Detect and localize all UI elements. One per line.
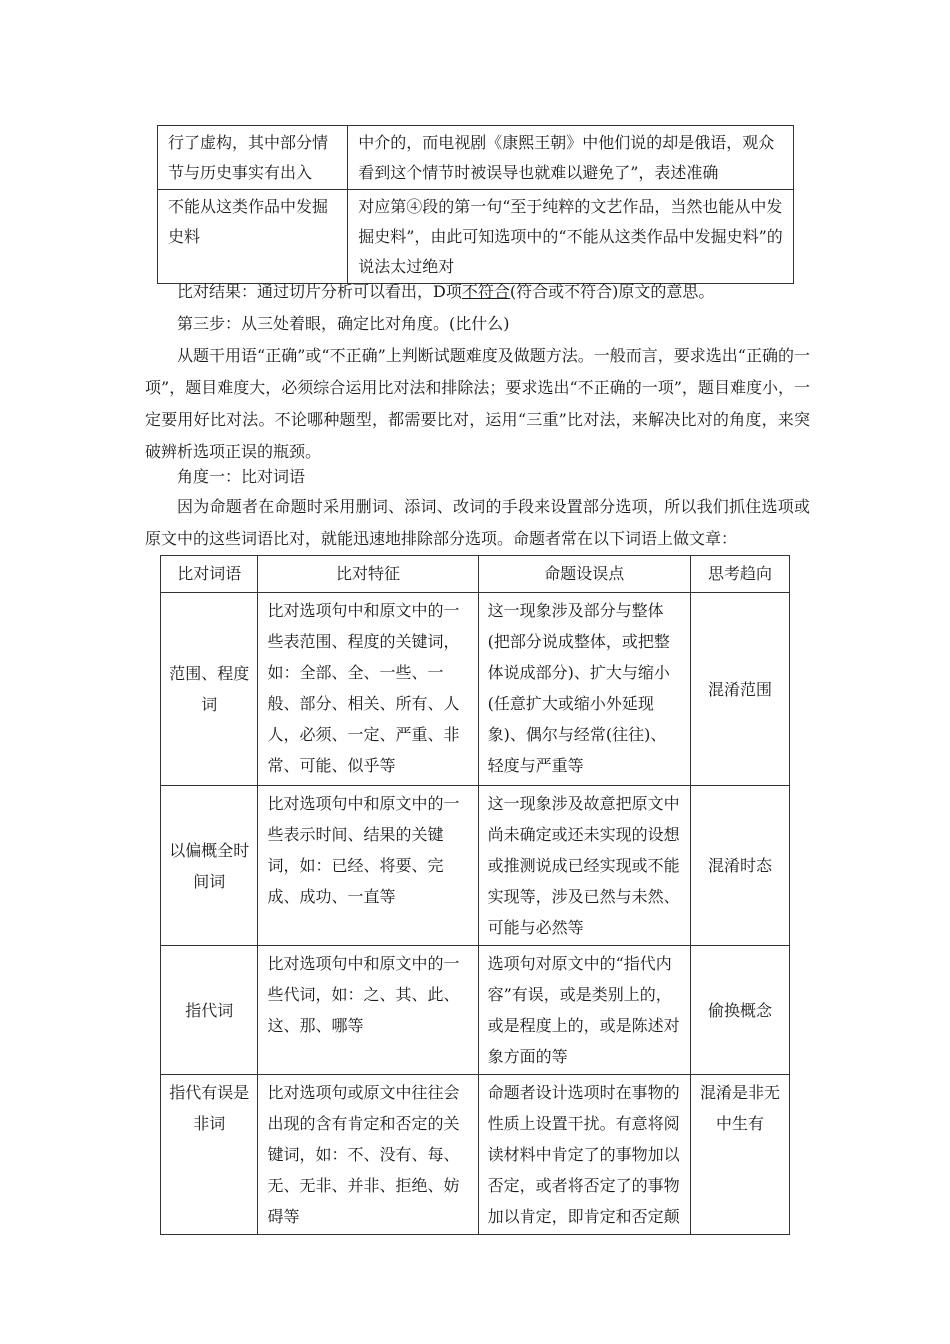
table-cell: 指代有误是非词: [161, 1075, 258, 1235]
table-cell: 以偏概全时间词: [161, 786, 258, 946]
table-row: [161, 786, 790, 946]
table-cell: 比对选项句中和原文中的一些代词，如：之、其、此、这、那、哪等: [258, 946, 478, 1075]
table-row: [161, 593, 790, 786]
paragraph: 从题干用语“正确”或“不正确”上判断试题难度及做题方法。一般而言，要求选出“正确的一项”，题目难度大，必须综合运用比对法和排除法；要求选出“不正确的一项”，题目难度小，一定要用好比对法。不论哪种题型，都需要比对，运用“三重”比对法，来解决比对的角度，来突破辨析选项正误的瓶颈。: [145, 346, 810, 461]
result-prefix: 比对结果：通过切片分析可以看出，D项: [177, 282, 462, 301]
table-cell: 行了虚构，其中部分情节与历史事实有出入: [158, 126, 348, 190]
table-cell: 命题者设计选项时在事物的性质上设置干扰。有意将阅读材料中肯定了的事物加以否定，或者将否定了的事物加以肯定，即肯定和否定颠: [478, 1075, 690, 1235]
column-header: 比对词语: [161, 556, 258, 593]
table-cell: 选项句对原文中的“指代内容”有误，或是类别上的，或是程度上的，或是陈述对象方面的等: [478, 946, 690, 1075]
column-header: 思考趋向: [690, 556, 789, 593]
table-cell: 混淆范围: [690, 593, 789, 786]
table-cell: 不能从这类作品中发掘史料: [158, 190, 348, 284]
column-header: 比对特征: [258, 556, 478, 593]
table-row: [161, 1075, 790, 1235]
table-cell: 中介的，而电视剧《康熙王朝》中他们说的却是俄语，观众看到这个情节时被误导也就难以避免了”，表述准确: [348, 126, 794, 190]
table-cell: 比对选项句中和原文中的一些表示时间、结果的关键词，如：已经、将要、完成、成功、一直等: [258, 786, 478, 946]
table-row: [161, 946, 790, 1075]
comparison-result: [145, 276, 810, 308]
table-row: [158, 126, 794, 190]
table-cell: 比对选项句中和原文中的一些表范围、程度的关键词，如：全部、全、一些、一般、部分、相关、所有、人人，必须、一定、严重、非常、可能、似乎等: [258, 593, 478, 786]
table-cell: 比对选项句或原文中往往会出现的含有肯定和否定的关键词，如：不、没有、每、无、无非、并非、拒绝、妨碍等: [258, 1075, 478, 1235]
step-three-heading: 第三步：从三处着眼，确定比对角度。(比什么): [177, 314, 510, 333]
table-cell: 偷换概念: [690, 946, 789, 1075]
angle-one-heading: 角度一：比对词语: [177, 467, 306, 486]
table-cell: 对应第④段的第一句“至于纯粹的文艺作品，当然也能从中发掘史料”，由此可知选项中的“不能从这类作品中发掘史料”的说法太过绝对: [348, 190, 794, 284]
table-header-row: [161, 556, 790, 593]
column-header: 命题设误点: [478, 556, 690, 593]
table-cell: 混淆是非无中生有: [690, 1075, 789, 1235]
table-cell: 混淆时态: [690, 786, 789, 946]
continuation-table: [157, 125, 794, 284]
table-cell: 范围、程度词: [161, 593, 258, 786]
table-row: [158, 190, 794, 284]
table-cell: 这一现象涉及部分与整体(把部分说成整体，或把整体说成部分)、扩大与缩小(任意扩大或缩小外延现象)、偶尔与经常(往往)、轻度与严重等: [478, 593, 690, 786]
paragraph: 因为命题者在命题时采用删词、添词、改词的手段来设置部分选项，所以我们抓住选项或原文中的这些词语比对，就能迅速地排除部分选项。命题者常在以下词语上做文章：: [145, 497, 810, 548]
result-suffix: (符合或不符合)原文的意思。: [509, 282, 715, 301]
table-cell: 指代词: [161, 946, 258, 1075]
result-answer: 不符合: [461, 282, 510, 301]
table-cell: 这一现象涉及故意把原文中尚未确定或还未实现的设想或推测说成已经实现或不能实现等，涉及已然与未然、可能与必然等: [478, 786, 690, 946]
comparison-table: [160, 555, 790, 1235]
